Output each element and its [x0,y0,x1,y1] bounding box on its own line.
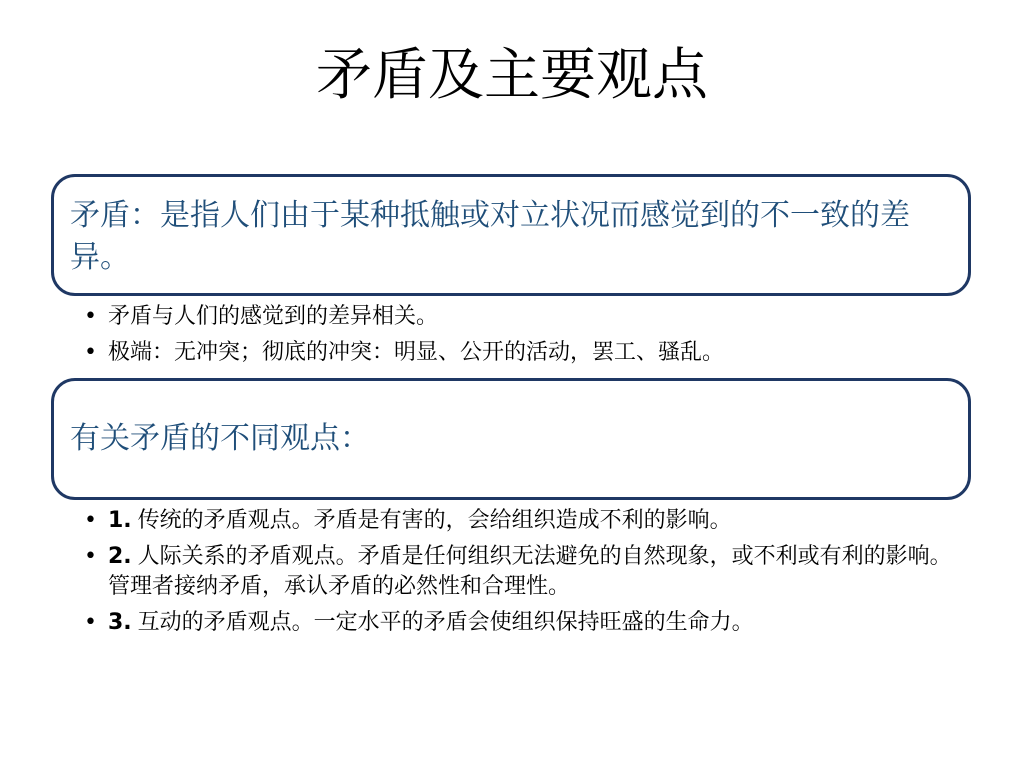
list-item [84,302,954,332]
definition-box [51,174,971,296]
list-item-text: 传统的矛盾观点。矛盾是有害的，会给组织造成不利的影响。 [137,508,732,533]
viewpoints-bullet-list [84,506,954,644]
viewpoints-heading: 有关矛盾的不同观点： [70,421,370,456]
bullet-icon: • [84,304,97,329]
slide-title: 矛盾及主要观点 [316,43,708,108]
definition-bullet-list [84,302,954,374]
list-item [84,608,954,638]
definition-text: 矛盾：是指人们由于某种抵触或对立状况而感觉到的不一致的差异。 [70,198,910,275]
list-item-text: 人际关系的矛盾观点。矛盾是任何组织无法避免的自然现象，或不利或有利的影响。管理者接纳矛盾，承认矛盾的必然性和合理性。 [108,544,952,599]
list-item [84,542,954,602]
list-item-text: 矛盾与人们的感觉到的差异相关。 [108,304,439,329]
list-item-number: 1. [108,508,132,533]
list-item-text: 互动的矛盾观点。一定水平的矛盾会使组织保持旺盛的生命力。 [137,610,754,635]
bullet-icon: • [84,340,97,365]
list-item [84,338,954,368]
list-item-text: 极端：无冲突；彻底的冲突：明显、公开的活动，罢工、骚乱。 [108,340,725,365]
bullet-icon: • [84,508,97,533]
bullet-icon: • [84,610,97,635]
bullet-icon: • [84,544,97,569]
viewpoints-box [51,378,971,500]
list-item-number: 2. [108,544,132,569]
list-item-number: 3. [108,610,132,635]
list-item [84,506,954,536]
